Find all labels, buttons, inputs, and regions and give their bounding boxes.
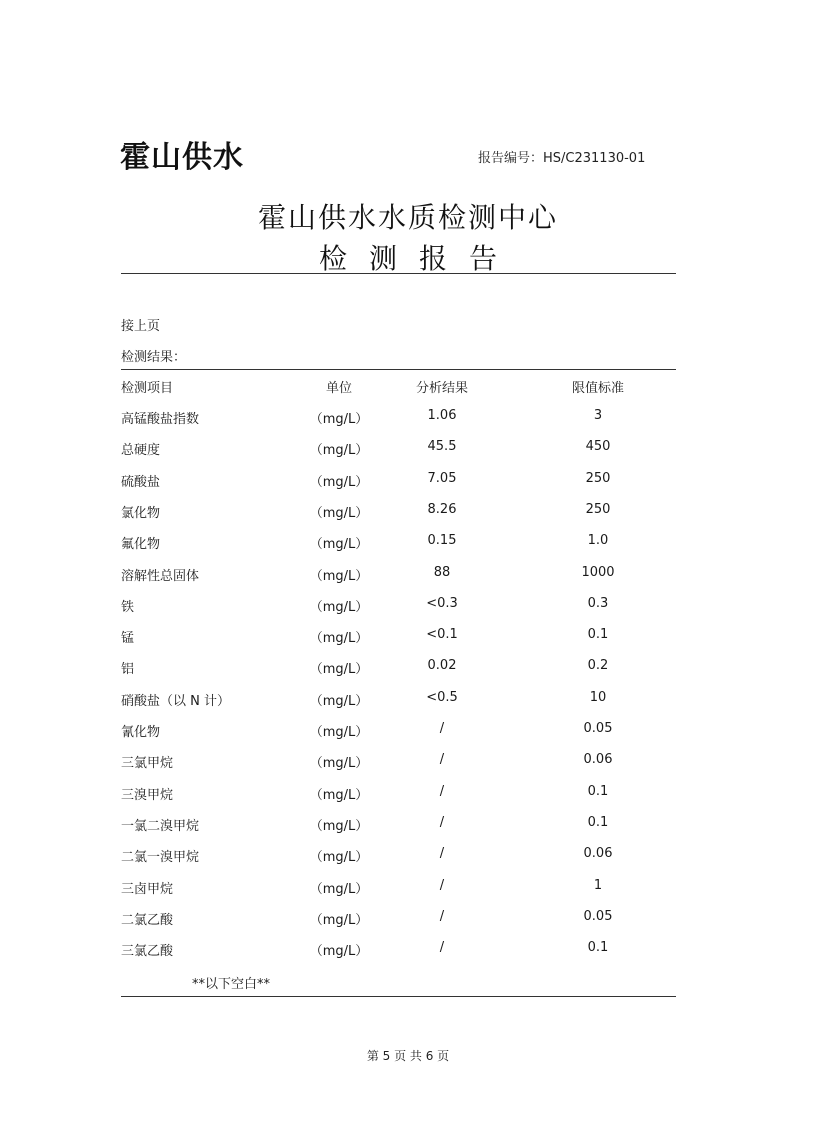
cell-unit: （mg/L） bbox=[309, 412, 369, 427]
cell-result: / bbox=[439, 940, 445, 955]
cell-limit: 0.3 bbox=[587, 596, 609, 611]
table-header bbox=[121, 377, 676, 397]
cell-item: 高锰酸盐指数 bbox=[121, 412, 200, 427]
cell-unit: （mg/L） bbox=[309, 475, 369, 490]
cell-item: 三溴甲烷 bbox=[121, 788, 174, 803]
cell-unit: （mg/L） bbox=[309, 788, 369, 803]
cell-result: <0.3 bbox=[426, 596, 458, 611]
cell-limit: 0.05 bbox=[583, 721, 613, 736]
column-header-limit: 限值标准 bbox=[571, 381, 624, 396]
cell-item: 锰 bbox=[121, 631, 135, 646]
cell-unit: （mg/L） bbox=[309, 944, 369, 959]
cell-item: 二氯一溴甲烷 bbox=[121, 850, 200, 865]
cell-unit: （mg/L） bbox=[309, 819, 369, 834]
table-row bbox=[121, 909, 676, 929]
table-row bbox=[121, 878, 676, 898]
cell-result: <0.5 bbox=[426, 690, 458, 705]
cell-unit: （mg/L） bbox=[309, 569, 369, 584]
cell-item: 溶解性总固体 bbox=[121, 569, 200, 584]
cell-item: 总硬度 bbox=[121, 443, 161, 458]
cell-result: 8.26 bbox=[427, 502, 457, 517]
cell-limit: 3 bbox=[593, 408, 603, 423]
cell-limit: 0.06 bbox=[583, 846, 613, 861]
cell-result: / bbox=[439, 815, 445, 830]
cell-limit: 10 bbox=[589, 690, 607, 705]
cell-limit: 0.1 bbox=[587, 784, 609, 799]
table-row bbox=[121, 439, 676, 459]
cell-result: 88 bbox=[433, 565, 451, 580]
report-number: 报告编号：HS/C231130-01 bbox=[478, 151, 646, 166]
cell-result: 7.05 bbox=[427, 471, 457, 486]
cell-item: 氯化物 bbox=[121, 506, 161, 521]
cell-unit: （mg/L） bbox=[309, 600, 369, 615]
table-row bbox=[121, 565, 676, 585]
cell-limit: 0.1 bbox=[587, 815, 609, 830]
cell-result: / bbox=[439, 721, 445, 736]
table-row bbox=[121, 533, 676, 553]
header-divider bbox=[121, 273, 676, 274]
cell-result: 0.15 bbox=[427, 533, 457, 548]
cell-limit: 0.05 bbox=[583, 909, 613, 924]
cell-limit: 1 bbox=[593, 878, 603, 893]
cell-unit: （mg/L） bbox=[309, 694, 369, 709]
cell-result: 45.5 bbox=[427, 439, 457, 454]
cell-limit: 1000 bbox=[581, 565, 615, 580]
cell-result: / bbox=[439, 909, 445, 924]
table-row bbox=[121, 471, 676, 491]
cell-result: / bbox=[439, 846, 445, 861]
table-row bbox=[121, 940, 676, 960]
table-row bbox=[121, 502, 676, 522]
column-header-item: 检测项目 bbox=[121, 381, 174, 396]
report-title: 霍山供水水质检测中心 bbox=[257, 201, 558, 234]
table-row bbox=[121, 815, 676, 835]
cell-limit: 0.1 bbox=[587, 627, 609, 642]
results-label: 检测结果： bbox=[121, 350, 187, 365]
table-row bbox=[121, 408, 676, 428]
cell-unit: （mg/L） bbox=[309, 662, 369, 677]
cell-item: 铁 bbox=[121, 600, 135, 615]
cell-limit: 0.2 bbox=[587, 658, 609, 673]
cell-limit: 0.06 bbox=[583, 752, 613, 767]
cell-result: / bbox=[439, 752, 445, 767]
table-row bbox=[121, 596, 676, 616]
cell-unit: （mg/L） bbox=[309, 850, 369, 865]
table-row bbox=[121, 752, 676, 772]
cell-item: 一氯二溴甲烷 bbox=[121, 819, 200, 834]
cell-unit: （mg/L） bbox=[309, 631, 369, 646]
cell-unit: （mg/L） bbox=[309, 882, 369, 897]
cell-limit: 450 bbox=[585, 439, 611, 454]
cell-result: <0.1 bbox=[426, 627, 458, 642]
cell-item: 三氯甲烷 bbox=[121, 756, 174, 771]
table-row bbox=[121, 658, 676, 678]
table-row bbox=[121, 721, 676, 741]
cell-limit: 250 bbox=[585, 502, 611, 517]
cell-item: 二氯乙酸 bbox=[121, 913, 174, 928]
column-header-unit: 单位 bbox=[325, 381, 352, 396]
blank-note: **以下空白** bbox=[192, 977, 271, 992]
cell-item: 铝 bbox=[121, 662, 135, 677]
page-number: 第 5 页 共 6 页 bbox=[366, 1049, 450, 1063]
table-top-divider bbox=[121, 369, 676, 370]
cell-unit: （mg/L） bbox=[309, 537, 369, 552]
cell-result: 0.02 bbox=[427, 658, 457, 673]
cell-result: 1.06 bbox=[427, 408, 457, 423]
cell-unit: （mg/L） bbox=[309, 506, 369, 521]
table-row bbox=[121, 784, 676, 804]
table-row bbox=[121, 627, 676, 647]
cell-item: 三氯乙酸 bbox=[121, 944, 174, 959]
cell-result: / bbox=[439, 878, 445, 893]
cell-unit: （mg/L） bbox=[309, 725, 369, 740]
cell-unit: （mg/L） bbox=[309, 913, 369, 928]
table-row bbox=[121, 846, 676, 866]
table-row bbox=[121, 690, 676, 710]
column-header-result: 分析结果 bbox=[415, 381, 468, 396]
continued-label: 接上页 bbox=[121, 319, 161, 334]
cell-unit: （mg/L） bbox=[309, 443, 369, 458]
table-bottom-divider bbox=[121, 996, 676, 997]
cell-result: / bbox=[439, 784, 445, 799]
report-subtitle: 检测报告 bbox=[318, 242, 519, 275]
cell-item: 硝酸盐（以 N 计） bbox=[121, 694, 230, 709]
cell-limit: 0.1 bbox=[587, 940, 609, 955]
cell-item: 三卤甲烷 bbox=[121, 882, 174, 897]
cell-limit: 1.0 bbox=[587, 533, 609, 548]
cell-item: 氟化物 bbox=[121, 537, 161, 552]
cell-limit: 250 bbox=[585, 471, 611, 486]
brand-name: 霍山供水 bbox=[120, 140, 244, 175]
cell-unit: （mg/L） bbox=[309, 756, 369, 771]
cell-item: 硫酸盐 bbox=[121, 475, 161, 490]
cell-item: 氰化物 bbox=[121, 725, 161, 740]
